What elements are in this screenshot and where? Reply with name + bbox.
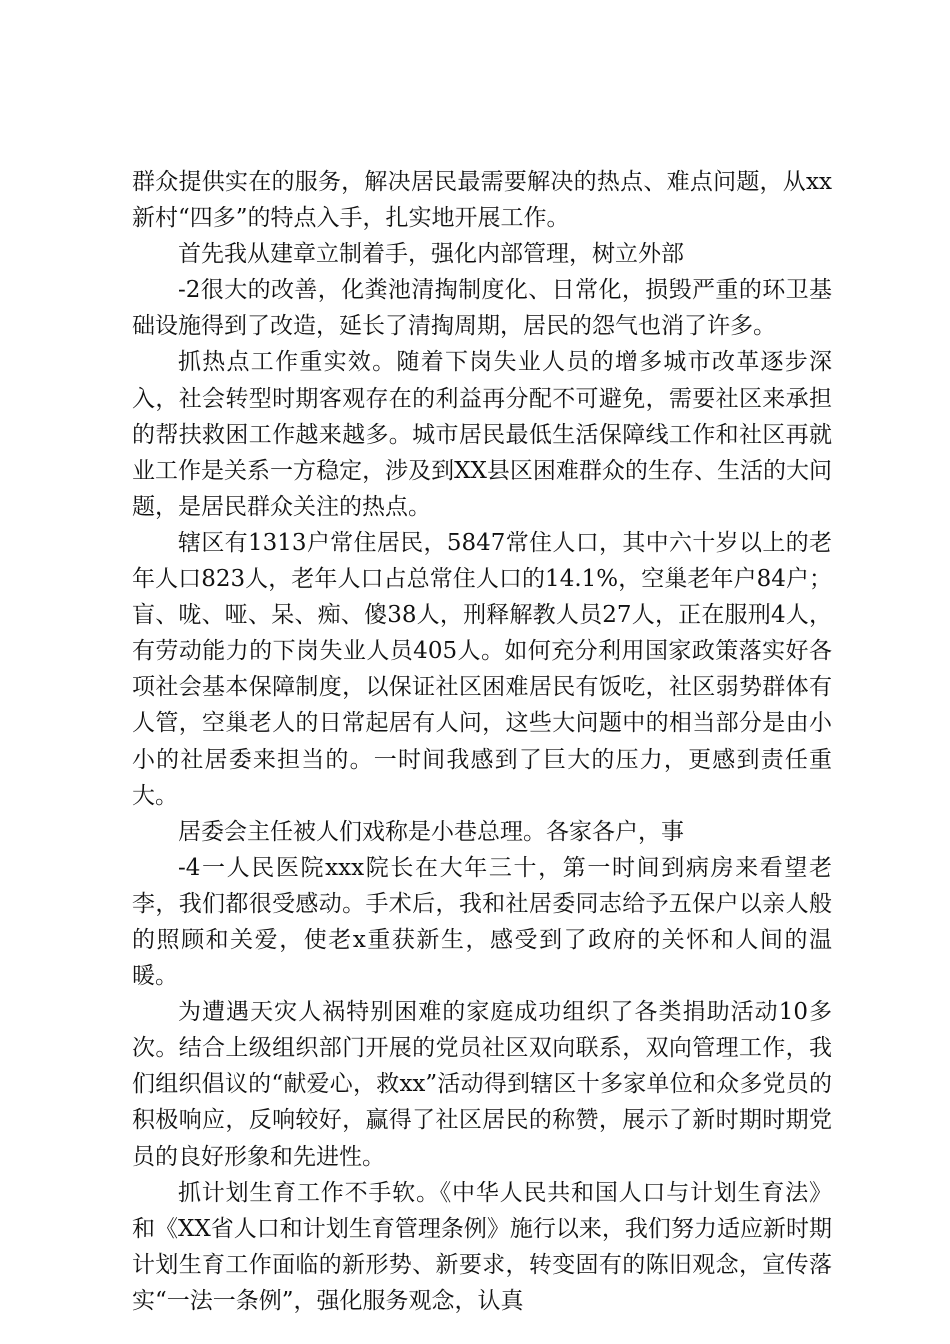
paragraph-2: 首先我从建章立制着手，强化内部管理，树立外部 (178, 241, 684, 268)
paragraph-9: 抓计划生育工作不手软。《中华人民共和国人口与计划生育法》和《XX省人口和计划生育管理条例》施行以来，我们努力适应新时期计划生育工作面临的新形势、新要求，转变固有的陈旧观念，宣传落实“一法一条例”，强化服务观念，认真 (132, 1179, 832, 1314)
paragraph-3: -2很大的改善，化粪池清掏制度化、日常化，损毁严重的环卫基础设施得到了改造，延长了清掏周期，居民的怨气也消了许多。 (132, 277, 832, 340)
paragraph-6: 居委会主任被人们戏称是小巷总理。各家各户，事 (178, 818, 684, 845)
paragraph-7: -4一人民医院xxx院长在大年三十，第一时间到病房来看望老李，我们都很受感动。手术后，我和社居委同志给予五保户以亲人般的照顾和关爱，使老x重获新生，感受到了政府的关怀和人间的温暖。 (132, 854, 832, 990)
paragraph-4: 抓热点工作重实效。随着下岗失业人员的增多城市改革逐步深入，社会转型时期客观存在的利益再分配不可避免，需要社区来承担的帮扶救困工作越来越多。城市居民最低生活保障线工作和社区再就业工作是关系一方稳定，涉及到XX县区困难群众的生存、生活的大问题，是居民群众关注的热点。 (132, 349, 832, 520)
document-body (132, 164, 832, 1319)
paragraph-1: 群众提供实在的服务，解决居民最需要解决的热点、难点问题，从xx新村“四多”的特点入手，扎实地开展工作。 (132, 169, 832, 232)
paragraph-8: 为遭遇天灾人祸特别困难的家庭成功组织了各类捐助活动10多次。结合上级组织部门开展的党员社区双向联系，双向管理工作，我们组织倡议的“献爱心，救xx”活动得到辖区十多家单位和众多党员的积极响应，反响较好，赢得了社区居民的称赞，展示了新时期时期党员的良好形象和先进性。 (132, 999, 832, 1170)
paragraph-5: 辖区有1313户常住居民，5847常住人口，其中六十岁以上的老年人口823人，老年人口占总常住人口的14.1%，空巢老年户84户；盲、咙、哑、呆、痴、傻38人，刑释解教人员27人，正在服刑4人，有劳动能力的下岗失业人员405人。如何充分利用国家政策落实好各项社会基本保障制度，以保证社区困难居民有饭吃，社区弱势群体有人管，空巢老人的日常起居有人问，这些大问题中的相当部分是由小小的社居委来担当的。一时间我感到了巨大的压力，更感到责任重大。 (132, 529, 832, 809)
